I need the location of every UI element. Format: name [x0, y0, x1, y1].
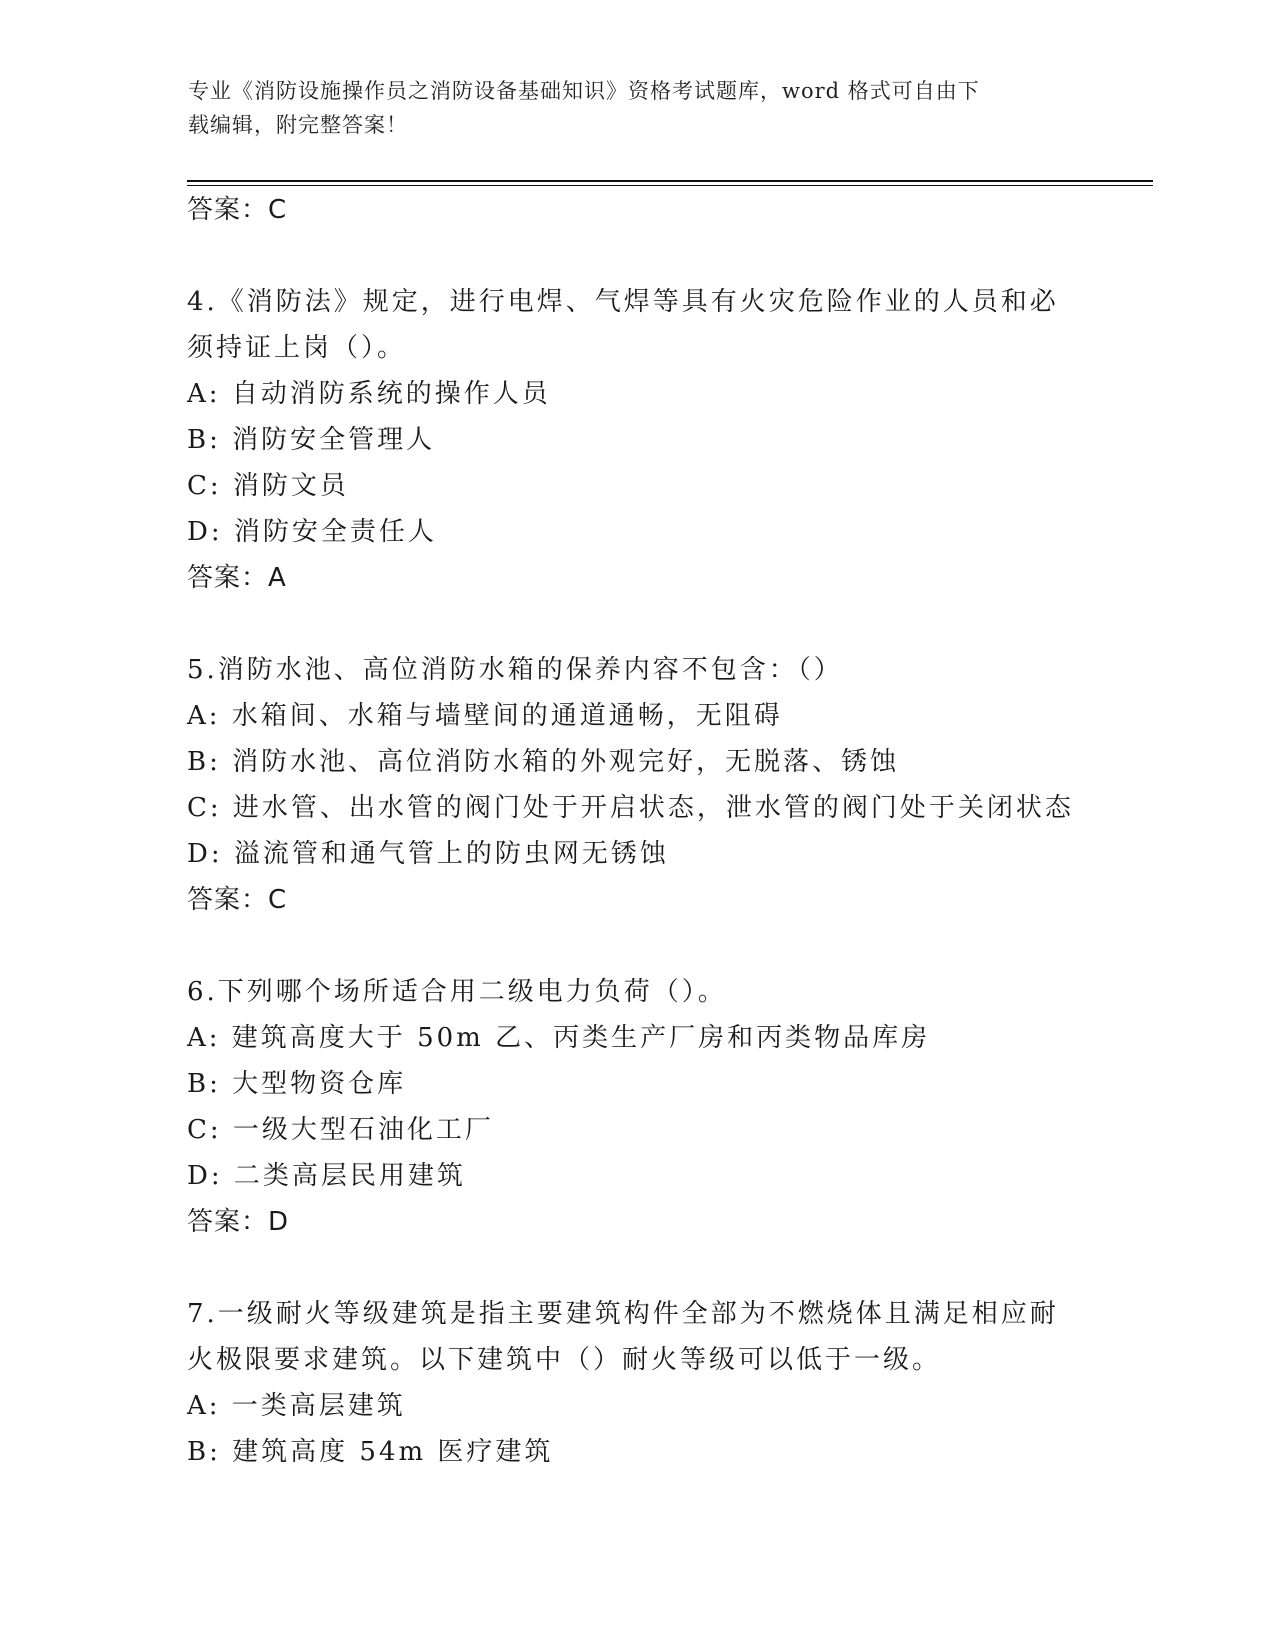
option-a: A: 建筑高度大于 50m 乙、丙类生产厂房和丙类物品库房: [187, 1023, 931, 1053]
option-b: B: 大型物资仓库: [187, 1069, 407, 1099]
option-b: B: 消防安全管理人: [187, 425, 436, 455]
question-5: [187, 647, 1147, 923]
question-stem: 7.一级耐火等级建筑是指主要建筑构件全部为不燃烧体且满足相应耐: [187, 1299, 1059, 1329]
option-a: A: 自动消防系统的操作人员: [187, 379, 551, 409]
question-stem: 6.下列哪个场所适合用二级电力负荷（）。: [187, 977, 727, 1007]
answer-line: 答案：C: [187, 195, 288, 225]
header-divider-thick: [187, 180, 1153, 182]
question-7: [187, 1291, 1147, 1475]
spacer: [187, 233, 1147, 279]
spacer: [187, 923, 1147, 969]
question-stem: 4.《消防法》规定，进行电焊、气焊等具有火灾危险作业的人员和必: [187, 287, 1059, 317]
option-b: B: 建筑高度 54m 医疗建筑: [187, 1437, 554, 1467]
option-b: B: 消防水池、高位消防水箱的外观完好，无脱落、锈蚀: [187, 747, 900, 777]
option-a: A: 一类高层建筑: [187, 1391, 406, 1421]
header-line-1: 专业《消防设施操作员之消防设备基础知识》资格考试题库，word 格式可自由下: [188, 79, 980, 103]
header-divider-thin: [187, 185, 1153, 186]
answer-line: 答案：C: [187, 885, 288, 915]
spacer: [187, 601, 1147, 647]
option-a: A: 水箱间、水箱与墙壁间的通道通畅，无阻碍: [187, 701, 783, 731]
question-6: [187, 969, 1147, 1245]
option-c: C: 消防文员: [187, 471, 349, 501]
answer-line: 答案：D: [187, 1207, 290, 1237]
header-line-2: 载编辑，附完整答案！: [188, 113, 408, 137]
question-stem: 须持证上岗（）。: [187, 333, 407, 363]
question-stem: 5.消防水池、高位消防水箱的保养内容不包含：（）: [187, 655, 843, 685]
option-c: C: 一级大型石油化工厂: [187, 1115, 494, 1145]
option-d: D: 溢流管和通气管上的防虫网无锈蚀: [187, 839, 669, 869]
option-c: C: 进水管、出水管的阀门处于开启状态，泄水管的阀门处于关闭状态: [187, 793, 1074, 823]
option-d: D: 二类高层民用建筑: [187, 1161, 466, 1191]
question-stem: 火极限要求建筑。以下建筑中（）耐火等级可以低于一级。: [187, 1345, 942, 1375]
document-header: [188, 74, 1068, 142]
option-d: D: 消防安全责任人: [187, 517, 437, 547]
spacer: [187, 1245, 1147, 1291]
question-list: [187, 187, 1147, 1475]
question-4: [187, 279, 1147, 601]
answer-line: 答案：A: [187, 563, 287, 593]
